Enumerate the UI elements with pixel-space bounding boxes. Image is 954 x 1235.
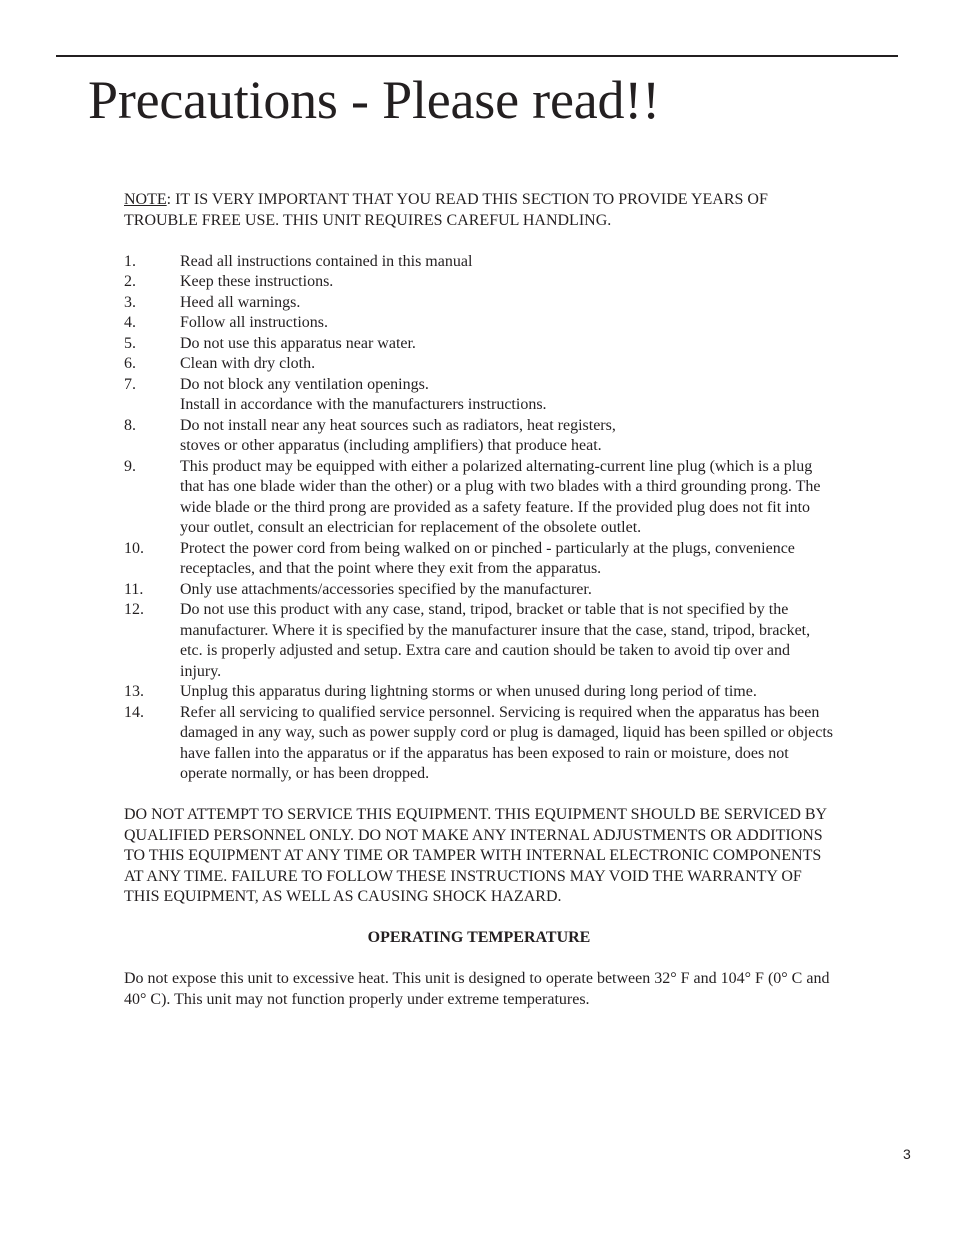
list-item-number: 4. — [124, 314, 136, 331]
note-text: : IT IS VERY IMPORTANT THAT YOU READ THIS SECTION TO PROVIDE YEARS OF TROUBLE FREE USE. THIS UNIT REQUIRES CAREFUL HANDLING. — [124, 191, 768, 229]
list-item-text: Do not block any ventilation openings. — [180, 375, 429, 393]
list-item-number: 8. — [124, 416, 136, 434]
list-item-text: Read all instructions contained in this manual — [180, 252, 473, 270]
page-number: 3 — [903, 1146, 911, 1162]
list-item — [124, 580, 834, 601]
list-item-text-wrap — [180, 252, 834, 273]
list-item-text-wrap — [180, 313, 834, 334]
list-item-number: 10. — [124, 539, 144, 557]
list-item-text-wrap — [180, 293, 834, 314]
list-item-text-wrap — [180, 272, 834, 293]
list-item-text-continuation: stoves or other apparatus (including amplifiers) that produce heat. — [180, 437, 602, 454]
list-item-text-wrap — [180, 375, 834, 416]
list-item-number: 5. — [124, 334, 136, 352]
list-item — [124, 539, 834, 580]
list-item-text-wrap — [180, 457, 834, 539]
list-item — [124, 293, 834, 314]
list-item-text-wrap — [180, 580, 834, 601]
list-item-number: 9. — [124, 457, 136, 475]
list-item-text: Protect the power cord from being walked on or pinched - particularly at the plugs, convenience receptacles, and that the point where they exit from the apparatus. — [180, 539, 795, 577]
list-item-text-wrap — [180, 416, 834, 457]
list-item-number: 7. — [124, 375, 136, 393]
instructions-list — [124, 252, 834, 785]
list-item — [124, 600, 834, 682]
list-item-text: Keep these instructions. — [180, 273, 334, 290]
page-title: Precautions - Please read!! — [88, 70, 660, 130]
list-item-number: 1. — [124, 252, 136, 270]
list-item — [124, 416, 834, 457]
list-item-number: 3. — [124, 293, 136, 311]
list-item-text-wrap — [180, 600, 834, 682]
list-item-text: Do not install near any heat sources such as radiators, heat registers, — [180, 416, 616, 434]
list-item — [124, 334, 834, 355]
note-label: NOTE — [124, 191, 167, 208]
list-item — [124, 313, 834, 334]
content-body — [124, 190, 834, 1010]
list-item-text-wrap — [180, 354, 834, 375]
list-item — [124, 272, 834, 293]
list-item-text: Heed all warnings. — [180, 293, 301, 311]
top-rule — [56, 55, 898, 57]
list-item-text-wrap — [180, 334, 834, 355]
list-item-number: 13. — [124, 683, 144, 700]
list-item-text-wrap — [180, 539, 834, 580]
list-item-number: 11. — [124, 580, 144, 598]
service-warning: DO NOT ATTEMPT TO SERVICE THIS EQUIPMENT. THIS EQUIPMENT SHOULD BE SERVICED BY QUALIFIED PERSONNEL ONLY. DO NOT MAKE ANY INTERNAL ADJUSTMENTS OR ADDITIONS TO THIS EQUIPMENT AT ANY TIME OR TAMPER WITH INTERNAL ELECTRONIC COMPONENTS AT ANY TIME. FAILURE TO FOLLOW THESE INSTRUCTIONS MAY VOID THE WARRANTY OF THIS EQUIPMENT, AS WELL AS CAUSING SHOCK HAZARD. — [124, 806, 827, 905]
list-item-text: This product may be equipped with either a polarized alternating-current line plug (which is a plug that has one blade wider than the other) or a plug with two blades with a third grounding prong. The wide blade or the third prong are provided as a safety feature. If the provided plug does not fit into your outlet, consult an electrician for replacement of the obsolete outlet. — [180, 457, 821, 536]
list-item-number: 6. — [124, 355, 136, 372]
note-paragraph — [124, 190, 834, 231]
list-item-text: Do not use this apparatus near water. — [180, 334, 416, 352]
list-item-text: Clean with dry cloth. — [180, 355, 316, 372]
list-item — [124, 682, 834, 703]
list-item-text: Only use attachments/accessories specified by the manufacturer. — [180, 580, 592, 598]
list-item-text: Follow all instructions. — [180, 314, 328, 331]
operating-temperature-text: Do not expose this unit to excessive heat. This unit is designed to operate between 32° F and 104° F (0° C and 40° C). This unit may not function properly under extreme temperatures. — [124, 970, 830, 1008]
list-item-text: Do not use this product with any case, stand, tripod, bracket or table that is not specified by the manufacturer. Where it is specified by the manufacturer insure that the case, stand, tripod, bracket, etc. is properly adjusted and setup. Extra care and caution should be taken to avoid tip over and injury. — [180, 601, 811, 680]
list-item — [124, 375, 834, 416]
list-item-text-wrap — [180, 682, 834, 703]
operating-temperature-heading: OPERATING TEMPERATURE — [367, 929, 591, 946]
list-item-number: 14. — [124, 703, 144, 721]
list-item-text: Unplug this apparatus during lightning storms or when unused during long period of time. — [180, 683, 757, 700]
list-item — [124, 457, 834, 539]
list-item-text: Refer all servicing to qualified service personnel. Servicing is required when the apparatus has been damaged in any way, such as power supply cord or plug is damaged, liquid has been spilled or objects have fallen into the apparatus or if the apparatus has been exposed to rain or moisture, does not operate normally, or has been dropped. — [180, 703, 834, 782]
list-item — [124, 354, 834, 375]
list-item-number: 12. — [124, 601, 144, 618]
list-item-text-wrap — [180, 703, 834, 785]
list-item-text-continuation: Install in accordance with the manufacturers instructions. — [180, 396, 547, 413]
list-item-number: 2. — [124, 273, 136, 290]
list-item — [124, 703, 834, 785]
list-item — [124, 252, 834, 273]
